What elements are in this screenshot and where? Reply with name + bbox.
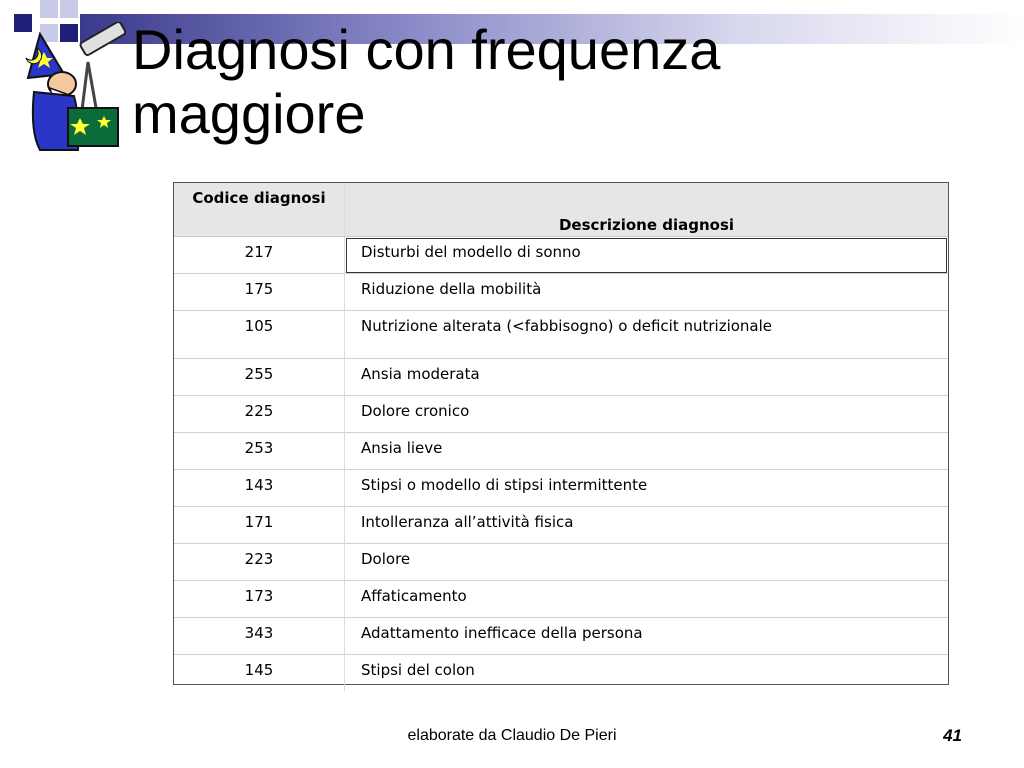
table-header-row <box>174 183 948 237</box>
diagnosis-description: Dolore cronico <box>345 396 949 433</box>
slide-footer: elaborate da Claudio De Pieri <box>407 727 617 744</box>
table-row <box>174 359 948 396</box>
diagnosis-description: Affaticamento <box>345 581 949 618</box>
diagnosis-code: 343 <box>174 618 345 655</box>
diagnosis-description: Nutrizione alterata (<fabbisogno) o deficit nutrizionale <box>345 311 949 359</box>
table-row <box>174 311 948 359</box>
diagnosis-code: 225 <box>174 396 345 433</box>
table-row <box>174 507 948 544</box>
diagnosis-code: 105 <box>174 311 345 359</box>
diagnosis-table <box>173 182 949 685</box>
diagnosis-code: 143 <box>174 470 345 507</box>
table-row <box>174 470 948 507</box>
table-row <box>174 581 948 618</box>
table-row <box>174 618 948 655</box>
diagnosis-description: Disturbi del modello di sonno <box>345 237 949 274</box>
column-header-description: Descrizione diagnosi <box>345 183 949 237</box>
diagnosis-code: 173 <box>174 581 345 618</box>
slide-title: Diagnosi con frequenza maggiore <box>132 18 721 145</box>
table-row <box>174 433 948 470</box>
table-row <box>174 237 948 274</box>
wizard-telescope-icon <box>22 22 126 154</box>
diagnosis-code: 175 <box>174 274 345 311</box>
diagnosis-code: 255 <box>174 359 345 396</box>
diagnosis-description: Adattamento inefficace della persona <box>345 618 949 655</box>
page-number: 41 <box>943 726 962 745</box>
diagnosis-description: Ansia moderata <box>345 359 949 396</box>
decoration-square <box>60 0 78 18</box>
diagnosis-description: Riduzione della mobilità <box>345 274 949 311</box>
table-row <box>174 396 948 433</box>
column-header-code: Codice diagnosi <box>174 183 345 237</box>
diagnosis-description: Dolore <box>345 544 949 581</box>
diagnosis-code: 145 <box>174 655 345 692</box>
diagnosis-description: Intolleranza all’attività fisica <box>345 507 949 544</box>
diagnosis-code: 253 <box>174 433 345 470</box>
diagnosis-code: 223 <box>174 544 345 581</box>
decoration-square <box>40 0 58 18</box>
table-row <box>174 544 948 581</box>
diagnosis-code: 171 <box>174 507 345 544</box>
diagnosis-description: Stipsi del colon <box>345 655 949 692</box>
table-row <box>174 274 948 311</box>
diagnosis-code: 217 <box>174 237 345 274</box>
diagnosis-description: Stipsi o modello di stipsi intermittente <box>345 470 949 507</box>
table-row <box>174 655 948 692</box>
diagnosis-description: Ansia lieve <box>345 433 949 470</box>
